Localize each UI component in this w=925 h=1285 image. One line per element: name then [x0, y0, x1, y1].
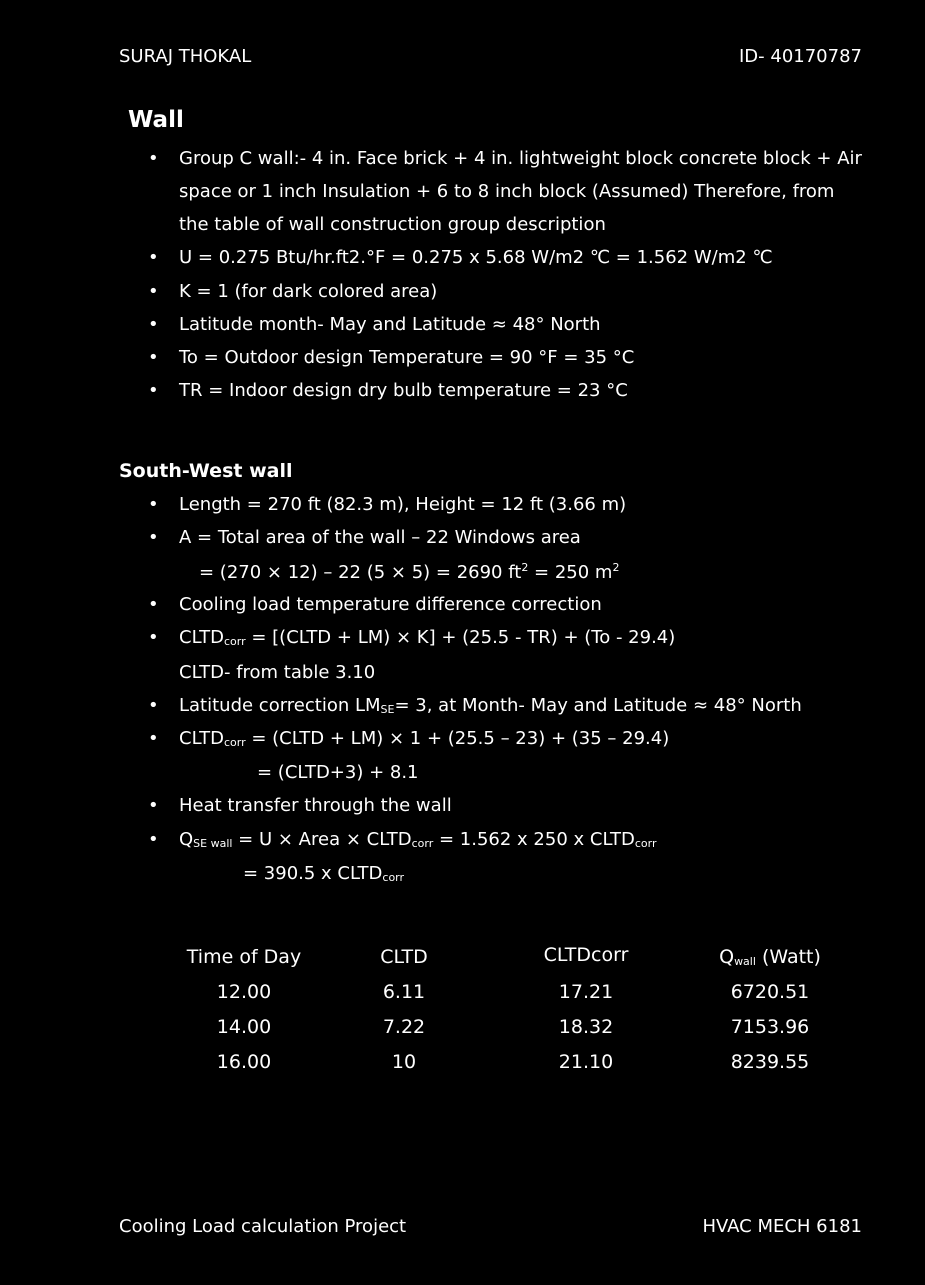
- bullet-area-def: • A = Total area of the wall – 22 Windows area: [179, 527, 581, 548]
- bullet-outdoor-temp: • To = Outdoor design Temperature = 90 °F = 35 °C: [179, 347, 634, 368]
- bullet-group-c-line2: space or 1 inch Insulation + 6 to 8 inch block (Assumed) Therefore, from: [179, 181, 835, 202]
- bullet-cltd-eq2: • $CLTD_{corr}$ = (CLTD + LM) × 1 + (25.5 – 23) + (35 – 29.4): [179, 728, 669, 749]
- cell-cltd: 6.11: [382, 981, 426, 1003]
- cell-time: 14.00: [216, 1016, 272, 1038]
- bullet-q-equation: • $Q_{SE wall} = U$ × Area × $CLTD_{corr} = 1.562$ x 250 x $CLTD_{corr}$: [179, 829, 656, 850]
- bullet-latitude: • Latitude month- May and Latitude ≈ 48° North: [179, 314, 601, 335]
- cltd-eq3: = (CLTD+3) + 8.1: [257, 762, 419, 783]
- cell-cltdcorr: 17.21: [558, 981, 614, 1003]
- cell-cltd: 10: [391, 1051, 417, 1073]
- col-header-time: Time of Day: [186, 946, 302, 968]
- bullet-k-value: • K = 1 (for dark colored area): [179, 281, 437, 302]
- cell-qwall: 6720.51: [730, 981, 810, 1003]
- area-calc: = (270 × 12) – 22 (5 × 5) = 2690 $ft^2 = 250$ $m^2$: [199, 561, 620, 583]
- bullet-u-value: • U = 0.275 Btu/hr.ft2.°F = 0.275 x 5.68 W/m2 ℃ = 1.562 W/m2 ℃: [179, 247, 773, 268]
- cltd-source: CLTD- from table 3.10: [179, 662, 376, 683]
- section-title-sw-wall: South-West wall: [119, 460, 293, 482]
- cell-time: 16.00: [216, 1051, 272, 1073]
- bullet-indoor-temp: • TR = Indoor design dry bulb temperature = 23 °C: [179, 380, 628, 401]
- col-header-cltdcorr: CLTDcorr: [543, 944, 629, 966]
- cell-cltd: 7.22: [382, 1016, 426, 1038]
- q-equation-result: = 390.5 x $CLTD_{corr}$: [243, 863, 405, 884]
- bullet-heat-transfer: • Heat transfer through the wall: [179, 795, 452, 816]
- section-title-wall: Wall: [128, 107, 184, 133]
- student-id: ID- 40170787: [738, 46, 862, 67]
- author-name: SURAJ THOKAL: [119, 46, 252, 67]
- bullet-group-c-line1: • Group C wall:- 4 in. Face brick + 4 in. lightweight block concrete block + Air: [179, 148, 862, 169]
- cell-qwall: 7153.96: [730, 1016, 810, 1038]
- footer-course-code: HVAC MECH 6181: [702, 1216, 862, 1237]
- footer-project-title: Cooling Load calculation Project: [119, 1216, 407, 1237]
- col-header-cltd: CLTD: [380, 946, 428, 968]
- bullet-cltd-formula: • $CLTD_{corr}$ = [(CLTD + LM) × K] + (25.5 - TR) + (To - 29.4): [179, 627, 675, 648]
- cell-time: 12.00: [216, 981, 272, 1003]
- col-header-qwall: $Q_{wall}$ (Watt): [719, 946, 821, 968]
- cell-cltdcorr: 21.10: [558, 1051, 614, 1073]
- bullet-cltd-heading: • Cooling load temperature difference correction: [179, 594, 602, 615]
- bullet-length: • Length = 270 ft (82.3 m), Height = 12 ft (3.66 m): [179, 494, 626, 515]
- cell-cltdcorr: 18.32: [558, 1016, 614, 1038]
- cell-qwall: 8239.55: [730, 1051, 810, 1073]
- bullet-group-c-line3: the table of wall construction group description: [179, 214, 606, 235]
- bullet-latitude-correction: • Latitude correction $LM_{SE}= 3$, at Month- May and Latitude ≈ 48° North: [179, 695, 802, 716]
